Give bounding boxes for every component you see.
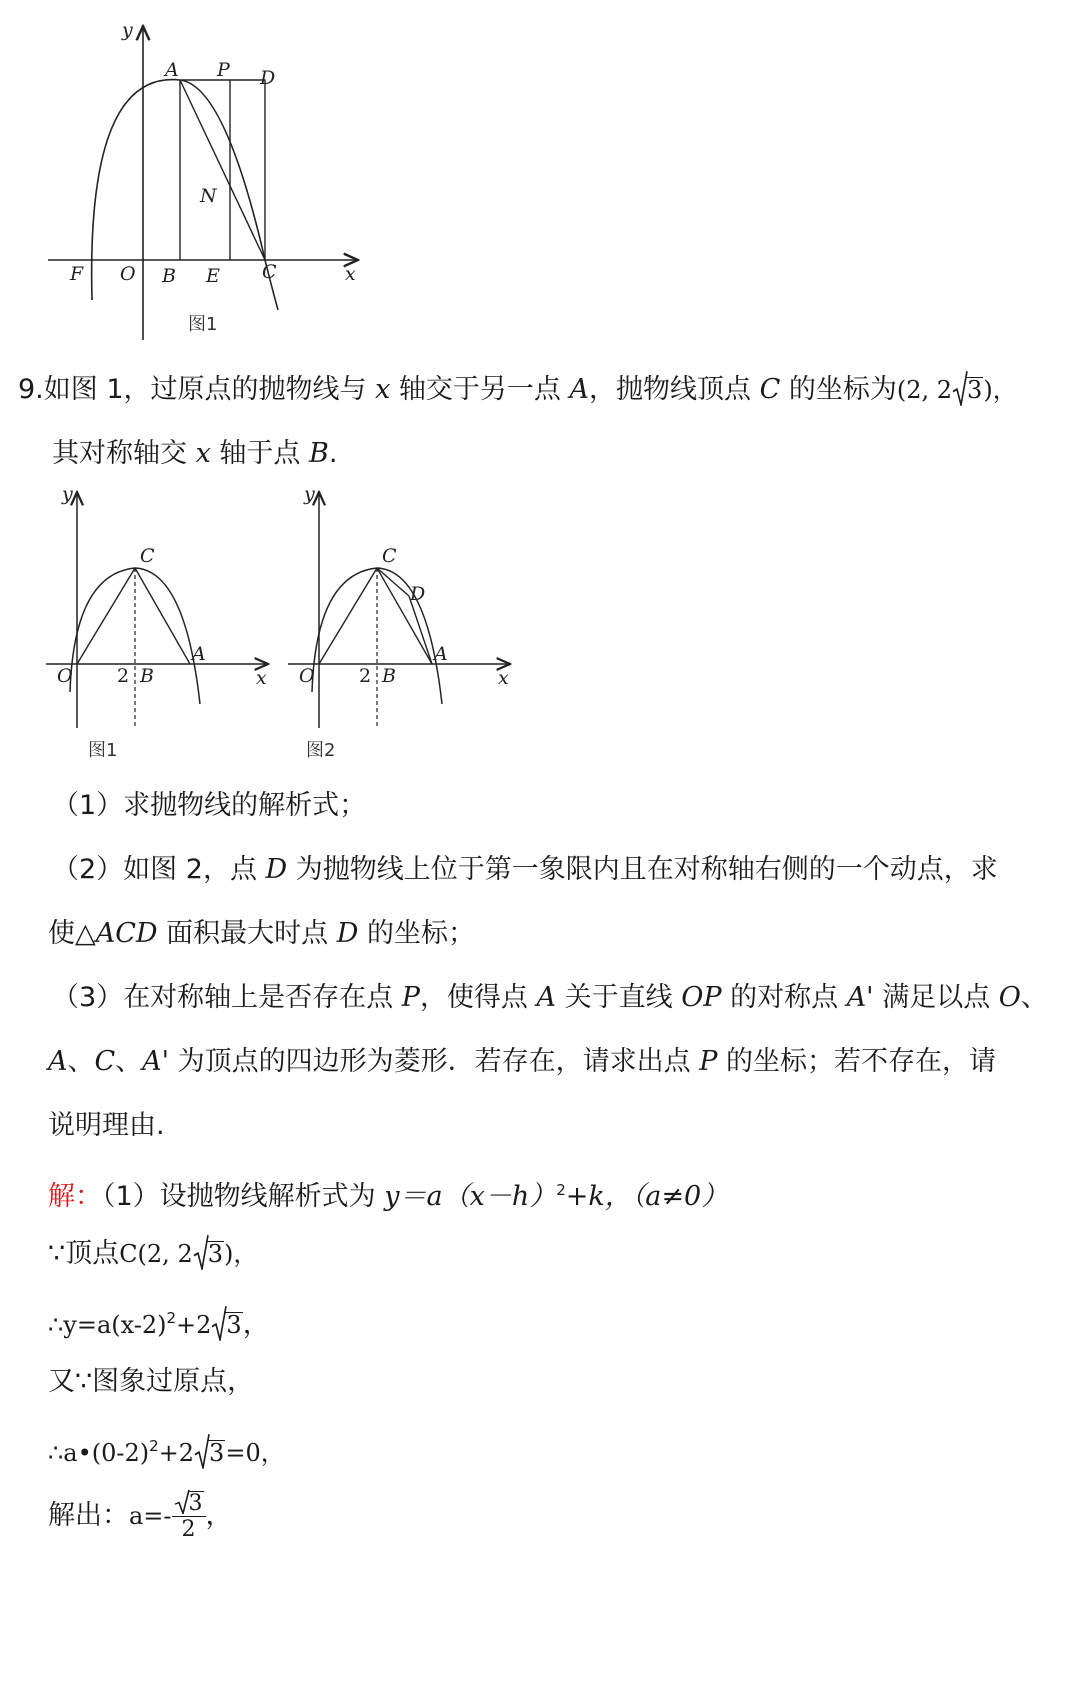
fraction-denominator: 2: [181, 1517, 196, 1542]
label-o: O: [299, 665, 315, 687]
solution-line6: [48, 1486, 1080, 1546]
solution-line4: [48, 1364, 1080, 1400]
label-c: C: [382, 545, 397, 567]
solution-formula: y＝a（x－h）: [384, 1181, 557, 1212]
sqrt-3: [174, 1491, 204, 1516]
segment-oc: [77, 568, 135, 664]
radicand: 3: [967, 376, 983, 404]
var-acd: ACD: [95, 918, 158, 949]
solution-text: ∵顶点: [48, 1238, 120, 1269]
radicand: 3: [226, 1311, 242, 1339]
part-3-line2: [48, 1044, 1080, 1080]
fraction-numerator: [172, 1491, 206, 1517]
label-b: B: [382, 665, 396, 687]
var-a: A: [48, 1046, 68, 1077]
label-d: D: [410, 583, 426, 605]
question-number: 9.: [18, 374, 44, 405]
var-o: O: [998, 982, 1021, 1013]
stem-text: ，抛物线顶点: [589, 374, 760, 405]
solution-text: 解出：: [48, 1500, 129, 1531]
part-1-text: （1）求抛物线的解析式；: [52, 790, 367, 821]
stem-text: 如图 1，过原点的抛物线与: [43, 374, 376, 405]
solution-label: 解：: [48, 1181, 102, 1212]
stem-text: 的坐标为: [780, 374, 897, 405]
part-text: 、: [1020, 982, 1048, 1013]
solution-line1: [48, 1172, 1080, 1215]
segment-ac: [180, 80, 265, 260]
var-a: A: [536, 982, 557, 1013]
part-text: ，使得点: [419, 982, 537, 1013]
solution-line2: [48, 1236, 1080, 1272]
fraction: [172, 1491, 206, 1543]
stem-a: A: [569, 374, 590, 405]
figure-2: [282, 476, 522, 768]
label-a: A: [165, 59, 179, 81]
label-y: y: [62, 483, 73, 505]
stem-c: C: [759, 374, 781, 405]
question-stem-line2: [52, 436, 1080, 472]
part-text: 为抛物线上位于第一象限内且在对称轴右侧的一个动点，求: [287, 854, 998, 885]
label-e: E: [206, 265, 220, 287]
label-p: P: [217, 59, 230, 81]
var-a-prime: A': [142, 1046, 170, 1077]
solution-formula: ∴a•(0-2): [48, 1439, 150, 1467]
stem-coord: (2, 2: [896, 376, 953, 404]
label-o: O: [120, 263, 136, 285]
var-op: OP: [681, 982, 722, 1013]
part-text: 说明理由.: [48, 1110, 165, 1141]
part-text: 为顶点的四边形为菱形．若存在，请求出点: [169, 1046, 700, 1077]
figure-caption: 图2: [306, 740, 336, 761]
superscript: 2: [166, 1309, 177, 1327]
var-c: C: [94, 1046, 116, 1077]
var-d: D: [336, 918, 359, 949]
solution-formula: a=-: [129, 1502, 172, 1530]
stem-text: 其对称轴交: [52, 438, 196, 469]
label-n: N: [200, 185, 217, 207]
sqrt-3: [194, 1435, 225, 1471]
part-2-line1: [52, 852, 1080, 888]
part-text: 使△: [48, 918, 96, 949]
label-2: 2: [359, 665, 372, 687]
label-a: A: [192, 643, 206, 665]
label-d: D: [260, 67, 276, 89]
label-x: x: [256, 667, 267, 689]
sqrt-3: [211, 1307, 242, 1343]
label-f: F: [70, 263, 84, 285]
label-a: A: [434, 643, 448, 665]
radicand: 3: [188, 1490, 203, 1516]
solution-text: ，: [205, 1500, 233, 1531]
part-text: 的坐标；若不存在，请: [717, 1046, 997, 1077]
solution-formula: +2: [176, 1311, 212, 1339]
part-text: （3）在对称轴上是否存在点: [52, 982, 402, 1013]
label-c: C: [262, 261, 277, 283]
part-text: 、: [67, 1046, 95, 1077]
figure-caption: 图1: [188, 314, 218, 335]
var-a-prime: A': [846, 982, 874, 1013]
part-3-line1: [52, 980, 1080, 1016]
figure-caption: 图1: [88, 740, 118, 761]
solution-text: （1）设抛物线解析式为: [102, 1181, 385, 1212]
var-d: D: [265, 854, 288, 885]
solution-formula: +k，（a≠0）: [565, 1181, 729, 1212]
part-text: 满足以点: [873, 982, 999, 1013]
label-x: x: [498, 667, 509, 689]
radicand: 3: [207, 1240, 223, 1268]
sqrt-3: [193, 1236, 224, 1272]
sqrt-3: [952, 372, 983, 408]
label-b: B: [162, 265, 176, 287]
part-2-line2: [48, 916, 1080, 952]
stem-coord-close: )，: [983, 376, 1017, 404]
superscript: 2: [149, 1437, 159, 1455]
segment-oc: [319, 568, 377, 664]
part-text: 、: [115, 1046, 143, 1077]
label-x: x: [345, 263, 356, 285]
label-b: B: [140, 665, 154, 687]
stem-x: x: [195, 438, 211, 469]
part-text: （2）如图 2，点: [52, 854, 266, 885]
solution-formula: =0，: [225, 1439, 285, 1467]
stem-text: 轴于点: [210, 438, 309, 469]
var-p: P: [401, 982, 420, 1013]
figure-1: [40, 478, 280, 768]
stem-text: 轴交于另一点: [390, 374, 570, 405]
part-text: 面积最大时点: [157, 918, 337, 949]
stem-b: B: [309, 438, 329, 469]
solution-text: 又∵图象过原点，: [48, 1366, 255, 1397]
label-c: C: [140, 545, 155, 567]
superscript: 2: [556, 1181, 566, 1199]
solution-formula: C(2, 2: [119, 1240, 193, 1268]
top-figure: [40, 10, 380, 350]
label-y: y: [122, 19, 133, 41]
label-2: 2: [117, 665, 130, 687]
solution-text: ，: [242, 1309, 270, 1340]
solution-formula: +2: [158, 1439, 195, 1467]
part-text: 的坐标；: [358, 918, 475, 949]
radicand: 3: [209, 1439, 225, 1467]
part-text: 的对称点: [721, 982, 847, 1013]
solution-line3: [48, 1300, 1080, 1343]
solution-line5: [48, 1428, 1080, 1471]
stem-x: x: [375, 374, 391, 405]
stem-text: .: [328, 438, 338, 469]
label-y: y: [304, 483, 315, 505]
question-stem-line1: [18, 372, 1080, 408]
solution-formula: )，: [224, 1240, 258, 1268]
label-o: O: [57, 665, 73, 687]
solution-formula: ∴y=a(x-2): [48, 1311, 167, 1339]
var-p: P: [699, 1046, 718, 1077]
part-3-line3: [48, 1108, 1080, 1144]
part-text: 关于直线: [556, 982, 682, 1013]
part-1: [52, 788, 1080, 824]
